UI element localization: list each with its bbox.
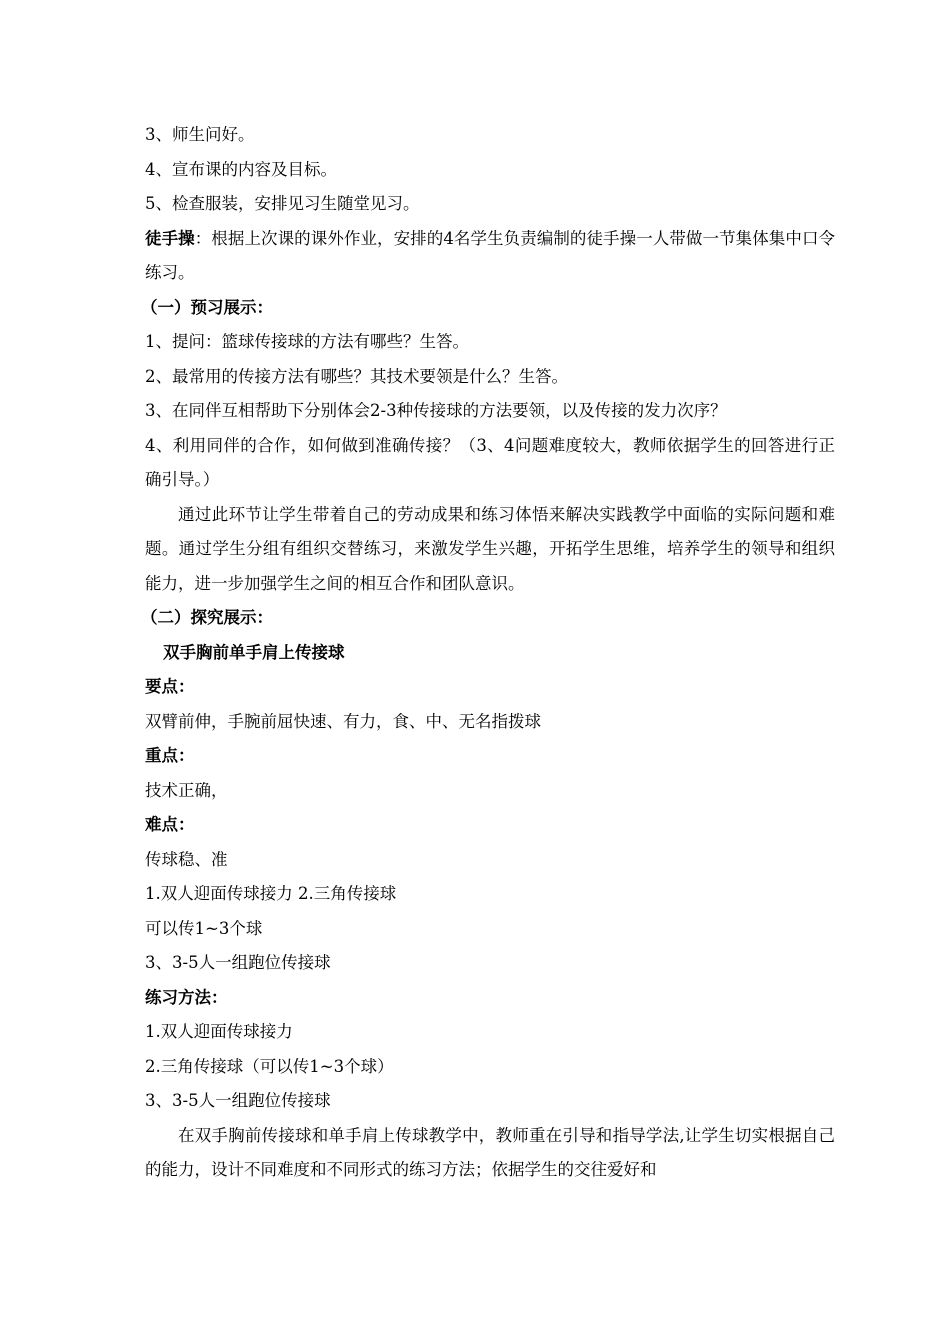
warmup-paragraph (145, 222, 835, 291)
focus-text: 技术正确， (145, 780, 228, 800)
paragraph-practice-purpose: 通过此环节让学生带着自己的劳动成果和练习体悟来解决实践教学中面临的实际问题和难题。通过学生分组有组织交替练习，来激发学生兴趣，开拓学生思维，培养学生的领导和组织能力，进一步加强学生之间的相互合作和团队意识。 (145, 504, 835, 593)
method-1: 1.双人迎面传球接力 (145, 1022, 293, 1041)
warmup-text: ：根据上次课的课外作业，安排的4名学生负责编制的徒手操一人带做一节集体集中口令练习。 (145, 228, 836, 282)
methods-label: 练习方法： (145, 987, 228, 1007)
key-points-text: 双臂前伸，手腕前屈快速、有力，食、中、无名指拨球 (145, 711, 541, 731)
key-points-label: 要点： (145, 677, 195, 696)
drill-line-2: 可以传1~3个球 (145, 918, 263, 938)
topic-title: 双手胸前单手肩上传接球 (163, 642, 345, 662)
document-body (141, 118, 836, 1188)
question-2: 2、最常用的传接方法有哪些？其技术要领是什么？生答。 (145, 366, 568, 386)
line-announce-goals: 4、宣布课的内容及目标。 (145, 159, 337, 179)
line-greeting: 3、师生问好。 (145, 125, 255, 144)
focus-label: 重点： (145, 746, 195, 765)
section-explore-title: （二）探究展示： (141, 608, 273, 627)
paragraph-teaching-method: 在双手胸前传接球和单手肩上传球教学中，教师重在引导和指导学法,让学生切实根据自己的能力，设计不同难度和不同形式的练习方法；依据学生的交往爱好和 (145, 1125, 835, 1179)
method-2: 2.三角传接球（可以传1~3个球） (145, 1056, 394, 1076)
question-3: 3、在同伴互相帮助下分别体会2-3种传接球的方法要领，以及传接的发力次序？ (145, 401, 727, 420)
drill-line-1: 1.双人迎面传球接力 2.三角传接球 (145, 884, 397, 903)
line-check-uniform: 5、检查服装，安排见习生随堂见习。 (145, 194, 420, 213)
warmup-label: 徒手操 (145, 228, 195, 248)
drill-line-3: 3、3-5人一组跑位传接球 (145, 953, 331, 972)
question-1: 1、提问：篮球传接球的方法有哪些？生答。 (145, 332, 469, 351)
question-4: 4、利用同伴的合作，如何做到准确传接？（3、4问题难度较大，教师依据学生的回答进行正确引导。） (145, 435, 835, 489)
difficulty-text: 传球稳、准 (145, 849, 228, 869)
section-preview-title: （一）预习展示： (141, 297, 273, 317)
method-3: 3、3-5人一组跑位传接球 (145, 1091, 331, 1110)
difficulty-label: 难点： (145, 815, 195, 834)
